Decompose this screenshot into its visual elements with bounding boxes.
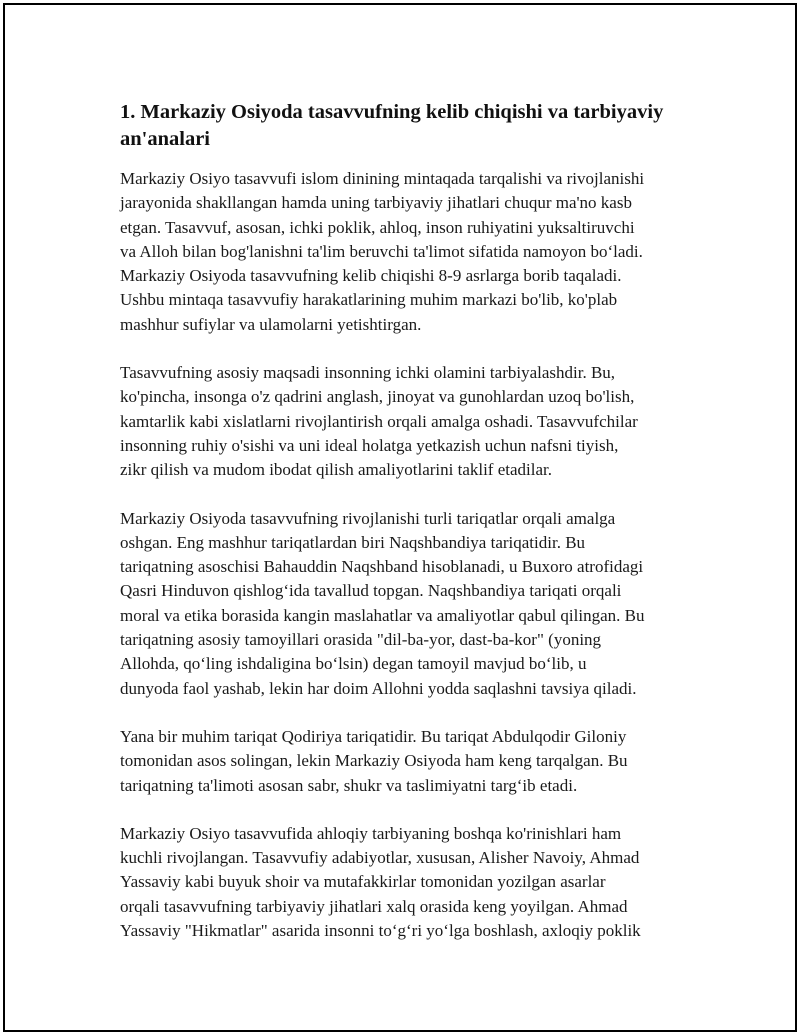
text-line: kuchli rivojlangan. Tasavvufiy adabiyotlar, xususan, Alisher Navoiy, Ahmad — [120, 848, 640, 868]
text-line: Markaziy Osiyo tasavvufida ahloqiy tarbiyaning boshqa ko'rinishlari ham — [120, 823, 622, 843]
text-line: Ushbu mintaqa tasavvufiy harakatlarining muhim markazi bo'lib, ko'plab — [120, 290, 618, 310]
heading-line: an'analari — [120, 128, 210, 150]
text-line: zikr qilish va mudom ibodat qilish amaliyotlarini taklif etadilar. — [120, 460, 552, 480]
text-line: Qasri Hinduvon qishlog‘ida tavallud topgan. Naqshbandiya tariqati orqali — [120, 581, 622, 601]
paragraph — [120, 725, 705, 798]
text-line: tomonidan asos solingan, lekin Markaziy Osiyoda ham keng tarqalgan. Bu — [120, 751, 628, 771]
text-line: Markaziy Osiyoda tasavvufning rivojlanishi turli tariqatlar orqali amalga — [120, 508, 616, 528]
paragraph — [120, 167, 705, 337]
paragraph — [120, 507, 705, 701]
text-line: Markaziy Osiyoda tasavvufning kelib chiqishi 8-9 asrlarga borib taqaladi. — [120, 266, 622, 286]
text-line: kamtarlik kabi xislatlarni rivojlantirish orqali amalga oshadi. Tasavvufchilar — [120, 411, 638, 431]
text-line: insonning ruhiy o'sishi va uni ideal holatga yetkazish uchun nafsni tiyish, — [120, 435, 619, 455]
document-page — [3, 3, 797, 1032]
text-line: Allohda, qo‘ling ishdaligina bo‘lsin) degan tamoyil mavjud bo‘lib, u — [120, 654, 587, 674]
text-line: tariqatning asoschisi Bahauddin Naqshband hisoblanadi, u Buxoro atrofidagi — [120, 557, 644, 577]
text-line: mashhur sufiylar va ulamolarni yetishtirgan. — [120, 314, 422, 334]
document-content — [120, 99, 705, 967]
text-line: dunyoda faol yashab, lekin har doim Allohni yodda saqlashni tavsiya qiladi. — [120, 678, 637, 698]
text-line: ko'pincha, insonga o'z qadrini anglash, jinoyat va gunohlardan uzoq bo'lish, — [120, 387, 635, 407]
text-line: orqali tasavvufning tarbiyaviy jihatlari xalq orasida keng yoyilgan. Ahmad — [120, 896, 628, 916]
section-heading — [120, 99, 705, 153]
text-line: va Alloh bilan bog'lanishni ta'lim beruvchi ta'limot sifatida namoyon bo‘ladi. — [120, 241, 643, 261]
text-line: etgan. Tasavvuf, asosan, ichki poklik, ahloq, inson ruhiyatini yuksaltiruvchi — [120, 217, 635, 237]
heading-line: 1. Markaziy Osiyoda tasavvufning kelib chiqishi va tarbiyaviy — [120, 101, 664, 123]
text-line: Markaziy Osiyo tasavvufi islom dinining mintaqada tarqalishi va rivojlanishi — [120, 169, 645, 188]
text-line: tariqatning ta'limoti asosan sabr, shukr va taslimiyatni targ‘ib etadi. — [120, 775, 578, 795]
text-line: Yassaviy "Hikmatlar" asarida insonni to‘g‘ri yo‘lga boshlash, axloqiy poklik — [120, 921, 641, 941]
text-line: jarayonida shakllangan hamda uning tarbiyaviy jihatlari chuqur ma'no kasb — [120, 193, 632, 213]
text-line: oshgan. Eng mashhur tariqatlardan biri Naqshbandiya tariqatidir. Bu — [120, 532, 586, 552]
text-line: Tasavvufning asosiy maqsadi insonning ichki olamini tarbiyalashdir. Bu, — [120, 363, 616, 383]
text-line: moral va etika borasida kangin maslahatlar va amaliyotlar qabul qilingan. Bu — [120, 605, 645, 625]
text-line: Yana bir muhim tariqat Qodiriya tariqatidir. Bu tariqat Abdulqodir Giloniy — [120, 726, 627, 746]
paragraph — [120, 822, 705, 943]
paragraph — [120, 361, 705, 482]
text-line: tariqatning asosiy tamoyillari orasida "dil-ba-yor, dast-ba-kor" (yoning — [120, 630, 602, 650]
text-line: Yassaviy kabi buyuk shoir va mutafakkirlar tomonidan yozilgan asarlar — [120, 872, 606, 892]
